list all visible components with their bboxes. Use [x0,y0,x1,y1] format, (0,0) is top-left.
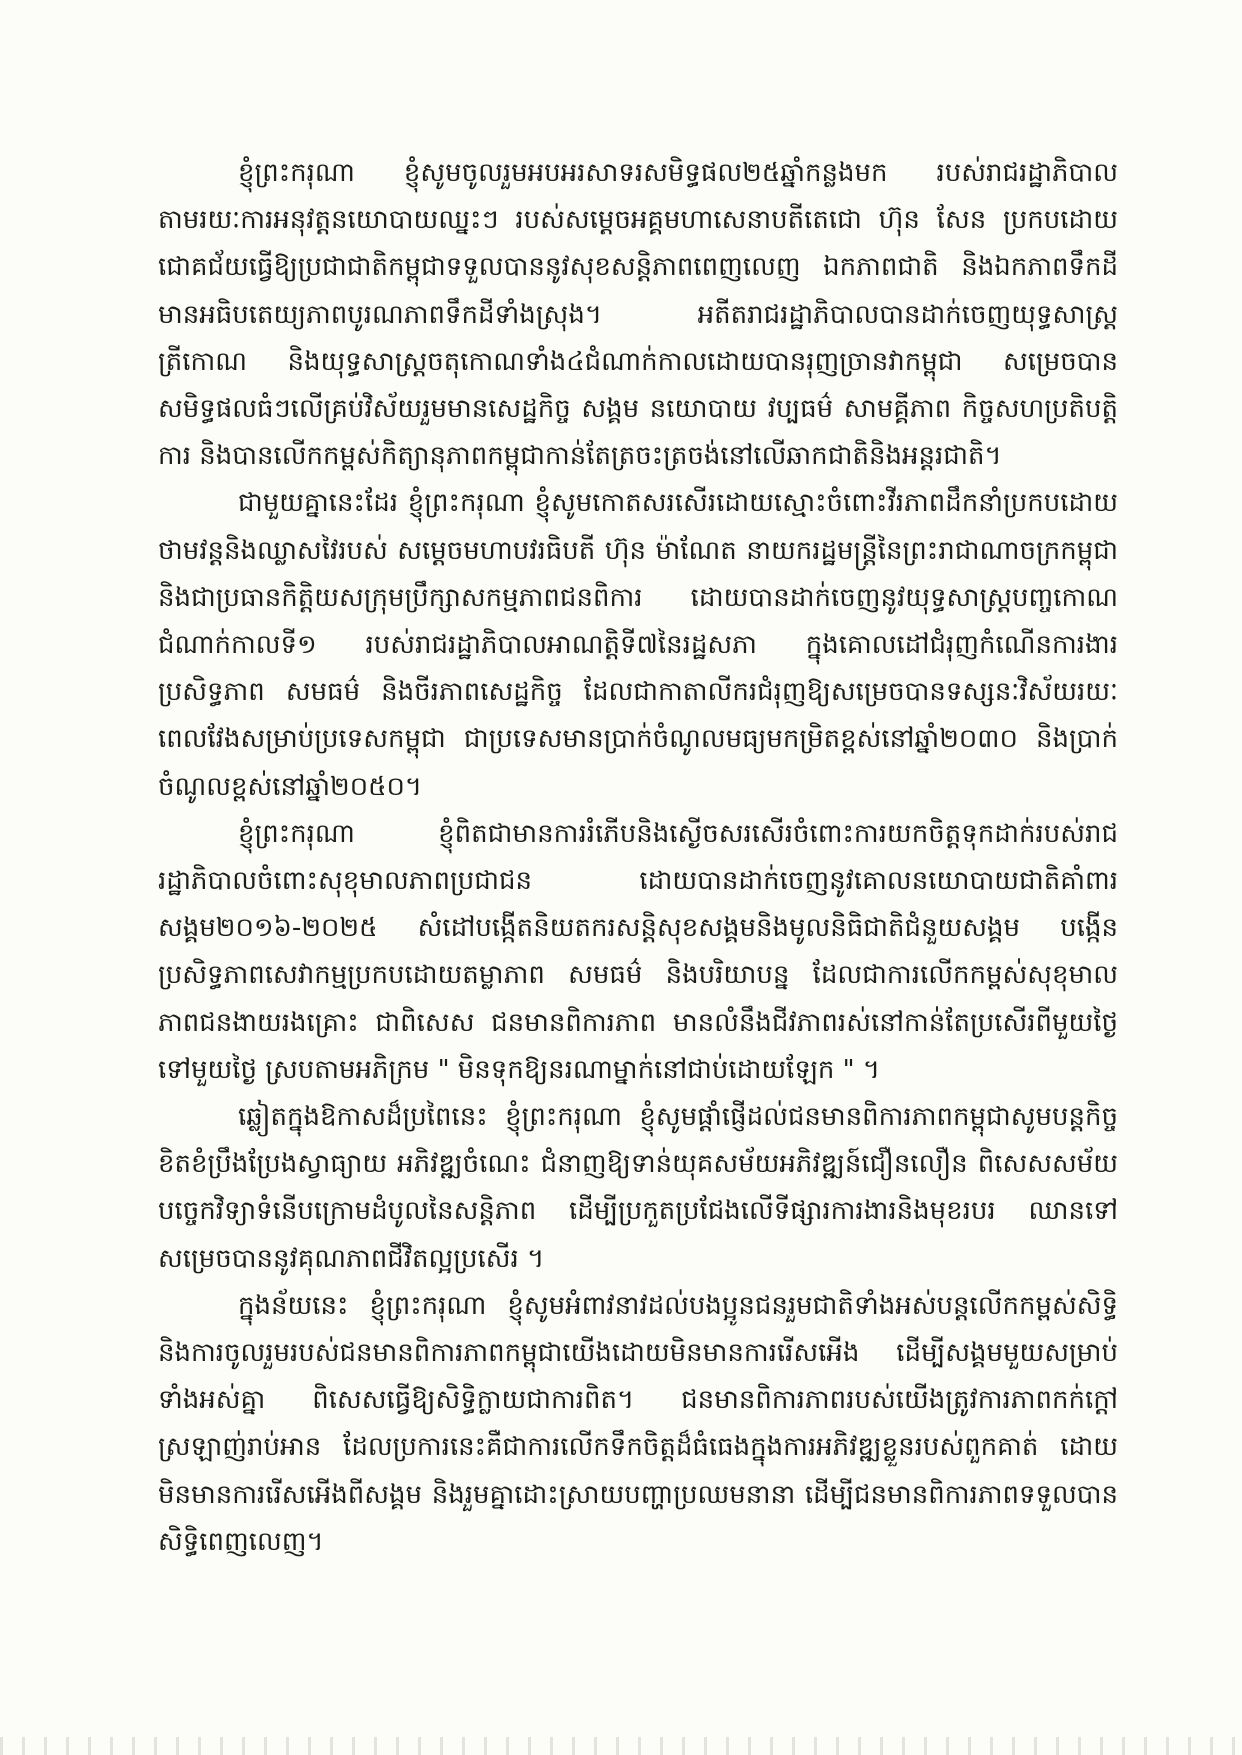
paragraph-4: ឆ្លៀតក្នុងឱកាសដ៏ប្រពៃនេះ ខ្ញុំព្រះករុណា ខ្ញុំសូមផ្តាំផ្ញើដល់ជនមានពិការភាពកម្ពុជាសូមបន្តកិច្ចខិតខំប្រឹងប្រែងស្វាធ្យាយ អភិវឌ្ឍចំណេះ ជំនាញឱ្យទាន់យុគសម័យអភិវឌ្ឍន៍ជឿនលឿន ពិសេសសម័យបច្ចេកវិទ្យាទំនើបក្រោមដំបូលនៃសន្តិភាព ដើម្បីប្រកួតប្រជែងលើទីផ្សារការងារនិងមុខរបរ ឈានទៅសម្រេចបាននូវគុណភាពជីវិតល្អប្រសើរ ។ [158,1102,1118,1274]
paragraph-5: ក្នុងន័យនេះ ខ្ញុំព្រះករុណា ខ្ញុំសូមអំពាវនាវដល់បងប្អូនជនរួមជាតិទាំងអស់បន្តលើកកម្ពស់សិទ្ធិ និងការចូលរួមរបស់ជនមានពិការភាពកម្ពុជាយើងដោយមិនមានការរើសអើង ដើម្បីសង្គមមួយសម្រាប់ទាំងអស់គ្នា ពិសេសធ្វើឱ្យសិទ្ធិក្លាយជាការពិត។ ជនមានពិការភាពរបស់យើងត្រូវការភាពកក់ក្តៅ ស្រឡាញ់រាប់អាន ដែលប្រការនេះគឺជាការលើកទឹកចិត្តដ៏ធំធេងក្នុងការអភិវឌ្ឍខ្លួនរបស់ពួកគាត់ ដោយមិនមានការរើសអើងពីសង្គម និងរួមគ្នាដោះស្រាយបញ្ហាប្រឈមនានា ដើម្បីជនមានពិការភាពទទួលបានសិទ្ធិពេញលេញ។ [158,1290,1118,1557]
paragraph-2: ជាមួយគ្នានេះដែរ ខ្ញុំព្រះករុណា ខ្ញុំសូមកោតសរសើរដោយស្មោះចំពោះវីរភាពដឹកនាំប្រកបដោយថាមវន្តនិងឈ្លាសវៃរបស់ សម្តេចមហាបវរធិបតី ហ៊ុន ម៉ាណែត នាយករដ្ឋមន្ត្រីនៃព្រះរាជាណាចក្រកម្ពុជា និងជាប្រធានកិត្តិយសក្រុមប្រឹក្សាសកម្មភាពជនពិការ ដោយបានដាក់ចេញនូវយុទ្ធសាស្ត្របញ្ចកោណ ជំណាក់កាលទី១ របស់រាជរដ្ឋាភិបាលអាណត្តិទី៧នៃរដ្ឋសភា ក្នុងគោលដៅជំរុញកំណើនការងារប្រសិទ្ធភាព សមធម៌ និងចីរភាពសេដ្ឋកិច្ច ដែលជាកាតាលីករជំរុញឱ្យសម្រេចបានទស្សនៈវិស័យរយៈពេលវែងសម្រាប់ប្រទេសកម្ពុជា ជាប្រទេសមានប្រាក់ចំណូលមធ្យមកម្រិតខ្ពស់នៅឆ្នាំ២០៣០ និងប្រាក់ចំណូលខ្ពស់នៅឆ្នាំ២០៥០។ [158,488,1118,802]
paragraph-1: ខ្ញុំព្រះករុណា ខ្ញុំសូមចូលរួមអបអរសាទរសមិទ្ធផល២៥ឆ្នាំកន្លងមក របស់រាជរដ្ឋាភិបាលតាមរយៈការអនុវត្តនយោបាយឈ្នះៗ របស់សម្តេចអគ្គមហាសេនាបតីតេជោ ហ៊ុន សែន ប្រកបដោយជោគជ័យធ្វើឱ្យប្រជាជាតិកម្ពុជាទទួលបាននូវសុខសន្តិភាពពេញលេញ ឯកភាពជាតិ និងឯកភាពទឹកដី មានអធិបតេយ្យភាពបូរណភាពទឹកដីទាំងស្រុង។ អតីតរាជរដ្ឋាភិបាលបានដាក់ចេញយុទ្ធសាស្ត្រត្រីកោណ និងយុទ្ធសាស្ត្រចតុកោណទាំង៤ជំណាក់កាលដោយបានរុញច្រានវាកម្ពុជា សម្រេចបានសមិទ្ធផលធំៗលើគ្រប់វិស័យរួមមានសេដ្ឋកិច្ច សង្គម នយោបាយ វប្បធម៌ សាមគ្គីភាព កិច្ចសហប្រតិបត្តិការ និងបានលើកកម្ពស់កិត្យានុភាពកម្ពុជាកាន់តែត្រចះត្រចង់នៅលើឆាកជាតិនិងអន្តរជាតិ។ [158,158,1118,472]
paragraph-3: ខ្ញុំព្រះករុណា ខ្ញុំពិតជាមានការរំភើបនិងស្ងើចសរសើរចំពោះការយកចិត្តទុកដាក់របស់រាជរដ្ឋាភិបាលចំពោះសុខុមាលភាពប្រជាជន ដោយបានដាក់ចេញនូវគោលនយោបាយជាតិគាំពារសង្គម២០១៦-២០២៥ សំដៅបង្កើតនិយតករសន្តិសុខសង្គមនិងមូលនិធិជាតិជំនួយសង្គម បង្កើនប្រសិទ្ធភាពសេវាកម្មប្រកបដោយតម្លាភាព សមធម៌ និងបរិយាបន្ន ដែលជាការលើកកម្ពស់សុខុមាលភាពជនងាយរងគ្រោះ ជាពិសេស ជនមានពិការភាព មានលំនឹងជីវភាពរស់នៅកាន់តែប្រសើរពីមួយថ្ងៃទៅមួយថ្ងៃ ស្របតាមអភិក្រម " មិនទុកឱ្យនរណាម្នាក់នៅជាប់ដោយឡែក " ។ [158,818,1118,1085]
scan-bottom-edge [0,1737,1242,1755]
body-text [158,150,1118,1566]
